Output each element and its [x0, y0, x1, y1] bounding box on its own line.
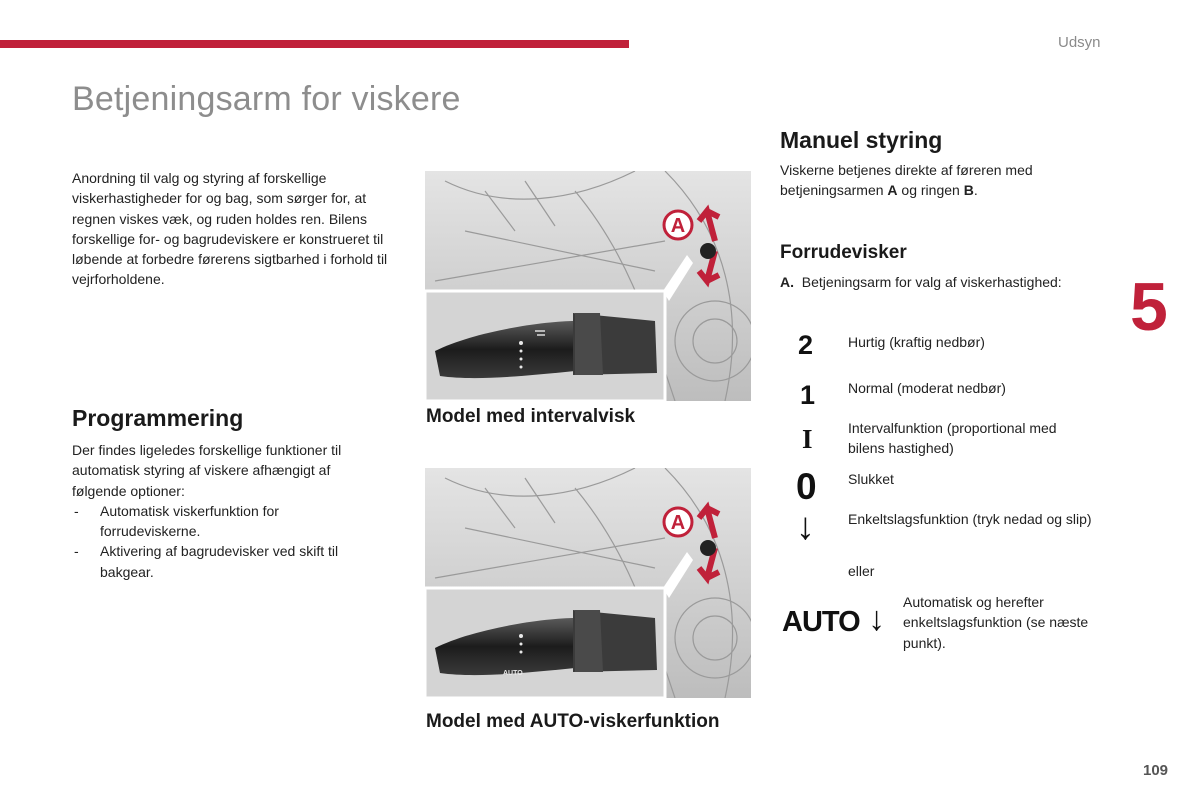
figure-caption-interval: Model med intervalvisk	[426, 406, 636, 427]
manual-label-b: B	[963, 182, 974, 199]
programming-options	[72, 501, 382, 582]
figure-wiper-stalk-auto	[425, 468, 751, 698]
chapter-number: 5	[1130, 269, 1168, 345]
manual-heading: Manuel styring	[780, 127, 943, 153]
manual-label-a: A	[887, 182, 898, 199]
manual-text	[780, 160, 1080, 201]
front-item-label: A.	[780, 274, 794, 290]
manual-text-part: Viskerne betjenes direkte af føreren med betjeningsarmen	[780, 162, 1033, 199]
front-item	[780, 272, 1110, 292]
front-wiper-heading: Forrudevisker	[780, 242, 907, 263]
page-number: 109	[1143, 762, 1169, 779]
or-text: eller	[848, 563, 875, 579]
position-symbol-2: 2	[798, 330, 814, 360]
auto-down-arrow-icon: ↓	[868, 600, 885, 638]
position-symbol-0: 0	[796, 466, 817, 507]
callout-a-label: A	[670, 512, 686, 534]
programming-section	[72, 440, 382, 582]
page-title: Betjeningsarm for viskere	[72, 80, 461, 118]
position-text: Intervalfunktion (proportional med bilens hastighed)	[848, 420, 1057, 457]
position-symbol-1: 1	[800, 380, 816, 410]
manual-text-part: .	[973, 182, 978, 199]
figure-wiper-stalk-interval	[425, 171, 751, 401]
programming-text: Der findes ligeledes forskellige funktioner til automatisk styring af viskere afhængigt af følgende optioner:	[72, 442, 342, 499]
callout-a-label: A	[670, 215, 686, 237]
manual-text-part: og ringen	[897, 182, 964, 199]
programming-heading: Programmering	[72, 405, 244, 431]
figure-caption-auto: Model med AUTO-viskerfunktion	[426, 711, 720, 732]
position-text: Enkeltslagsfunktion (tryk nedad og slip)	[848, 511, 1092, 527]
position-text: Normal (moderat nedbør)	[848, 380, 1006, 396]
position-text: Hurtig (kraftig nedbør)	[848, 334, 985, 350]
header-accent-bar	[0, 40, 629, 48]
stalk-auto-label: AUTO	[503, 670, 523, 677]
programming-option: - Aktivering af bagrudevisker ved skift til bakgear.	[72, 541, 382, 582]
auto-text: Automatisk og herefter enkeltslagsfunktion (se næste punkt).	[903, 594, 1089, 651]
programming-option: - Automatisk viskerfunktion for forrudeviskerne.	[72, 501, 382, 542]
position-text: Slukket	[848, 471, 894, 487]
down-arrow-icon: ↓	[796, 506, 815, 548]
section-label: Udsyn	[1058, 34, 1101, 51]
intro-paragraph: Anordning til valg og styring af forskellige viskerhastigheder for og bag, som sørger for, at regnen viskes væk, og ruden holdes ren. Bilens forskellige for- og bagrudeviskere er konstrueret til løbende at forbedre førerens sigtbarhed i forhold til vejrforholdene.	[72, 170, 388, 288]
position-symbol-interval: I	[802, 424, 813, 454]
auto-symbol: AUTO	[782, 606, 860, 638]
front-item-text: Betjeningsarm for valg af viskerhastighed:	[801, 274, 1062, 290]
